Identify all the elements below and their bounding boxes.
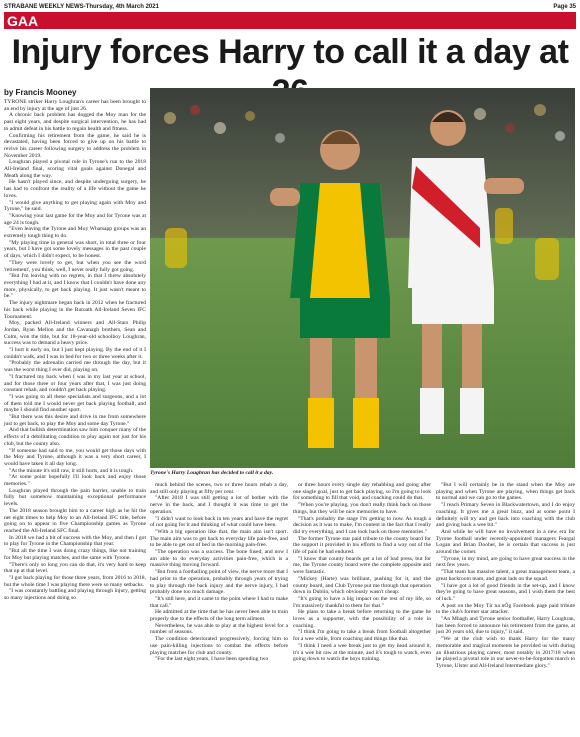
paragraph: And that bullish determination saw him conquer many of the effects of a debilitating condition to play again not just for his club, but the county also.: [4, 427, 146, 447]
page-number: Page 35: [553, 4, 576, 10]
paragraph: "For the last eight years, I have been spending two: [155, 656, 269, 663]
paragraph: Confirming his retirement from the game, he said he is devastated, having been forced to give up on his battle to revive his career following surgery to address the problem in November 2019.: [4, 132, 146, 159]
paragraph: A post on the Moy Tír na nÓg Facebook page paid tribute to the club's former star attacker.: [436, 602, 575, 616]
paragraph: Moy, packed All-Ireland winners and All-Stars Philip Jordan, Ryan Mellon and the Cavanagh brothers, Sean and Colm, won the title, but for 18-year-old schoolboy Loughran, success was to demand a heavy price.: [4, 320, 146, 347]
paragraph: The condition deteriorated progressively, forcing him to use pain-killing injections to combat the effects before playing matches for club and county.: [150, 636, 288, 656]
paragraph: "The operation was a success. The bone fused, and now I am able to do everyday activities pain-free, which is a massive thing moving forward.: [150, 549, 288, 569]
paragraph: "At the minute it's still raw, it still hurts, and it is tough.: [9, 467, 134, 474]
paragraph: Nevertheless, he was able to play at the highest level for a number of seasons.: [150, 622, 288, 636]
paragraph: The 2018 season brought him to a career high as he hit the net eight times to help Moy to an All-Ireland IFC title, before going on to appear in five Championship games as Tyrone reached the All-Ireland SFC final.: [4, 507, 146, 534]
paragraph: "Knowing your last game for the Moy and for Tyrone was at age 24 is tough.: [4, 212, 146, 226]
paragraph: "When you're playing, you don't really think back on those things, but they will be nice memories to have.: [293, 502, 431, 515]
paragraph: "But from a footballing point of view, the nerve more that I had prior to the operation, probably through years of trying to play through the back injury and the nerve injury, I had probably done too much damage.: [150, 569, 288, 596]
paragraph: "I have got a lot of good friends in the set-up, and I know they're going to have great seasons, and I wish them the best of luck.": [436, 582, 575, 602]
paragraph: He plans to take a break before returning to the game he loves as a supporter, with the possibility of a role in coaching.: [293, 609, 431, 629]
match-photo: [150, 88, 575, 468]
paragraph: He hasn't played since, and despite undergoing surgery, he has had to confront the reality of a life without the game he loves.: [4, 179, 146, 199]
paragraph: The former Tyrone star paid tribute to the county board for the support it provided in his efforts to find a way out of the life of pain he had endured.: [293, 535, 431, 556]
page-header: [4, 2, 576, 12]
paragraph: "That team has massive talent, a great management team, a great backroom team, and great lads on the squad.: [436, 569, 575, 582]
paragraph: "I reach Primary Seven in Blackwatertown, and I do enjoy coaching. It gives me a great buzz, and at some point I definitely will try and get back into coaching with the club and giving back a wee bit.": [436, 502, 575, 529]
paragraph: "They were lovely to get, but when you see the word 'retirement', you think, well, I never really fully got going.: [4, 259, 146, 273]
paragraph: "I think I need a wee break just to get my head around it, it's a wee bit raw at the minute, and it's tough to watch, even going down to watch the boys training.: [293, 642, 431, 663]
paragraph: "With a big operation like that, the main aim isn't sport. The main aim was to get back to everyday life pain-free, and to be able to get out of bed in the morning pain-free.: [150, 528, 288, 549]
paragraph: "I hurt it early on, but I just kept playing. By the end of it I couldn't walk, and I was in bed for two or three weeks after it.: [4, 347, 146, 360]
paragraph: "But I will certainly be in the stand when the Moy are playing and when Tyrone are playing, when things get back to normal and we can go to the games.: [436, 482, 575, 502]
paragraph: In 2018 we had a bit of success with the Moy, and then I got to play for Tyrone in the Championship that year.: [4, 534, 146, 548]
paragraph: A chronic back problem has dogged the Moy man for the past eight years, and despite surgical intervention, he has had to admit defeat in his battle to regain health and fitness.: [4, 112, 146, 132]
photo-caption: Tyrone's Harry Loughran has decided to call it a day.: [150, 470, 274, 476]
paragraph: "I was constantly battling and playing through injury, getting so many injections and doing so: [4, 588, 146, 602]
paragraph: much behind the scenes, two or three hours rehab a day, and still only playing at fifty per cent.: [150, 482, 288, 495]
paragraph: "It's going to have a big impact on the rest of my life, so I'm massively thankful to them for that.": [293, 595, 431, 609]
paragraph: Loughran played through the pain barrier, unable to train fully but somehow maintaining exceptional performance levels.: [4, 487, 146, 508]
match-photo-illustration: [150, 88, 575, 468]
paragraph: "Even leaving the Tyrone and Moy Whatsapp groups was an extremely tough thing to do.: [4, 226, 146, 240]
paragraph: "An Mhagh and Tyrone senior footballer, Harry Loughran, has been forced to announce his retirement from the game, at just 26 years old, due to injury," it said.: [436, 616, 575, 636]
paragraph: or three hours every single day rehabbing and going after one single goal, just to get back playing, so I'm going to look for something to fill that void, and coaching could do that.: [293, 482, 431, 502]
paper-date-line: STRABANE WEEKLY NEWS-Thursday, 4th March 2021: [4, 4, 159, 10]
headline: Injury forces Harry to call it a day at: [11, 33, 569, 71]
paragraph: "That's probably the stage I'm getting to now. As tough a decision as it was to make, I'm content in the fact that I really did try everything, and I can look back on those memories.": [293, 515, 431, 535]
paragraph: "At some point hopefully I'll look back and enjoy those memories.": [4, 474, 146, 488]
paragraph: The injury nightmare began back in 2012 when he fractured his back while playing in the Rutoath All-Ireland Seven IFC Tournament.: [4, 300, 146, 320]
article-column-1: [4, 88, 146, 733]
paragraph: "It's still here, and it came to the point where I had to make that call.": [150, 595, 288, 609]
paragraph: "I would give anything to get playing again with Moy and Tyrone," he said.: [4, 199, 146, 213]
paragraph: "I was going to all these specialists and surgeons, and a lot of them told me I would never get back playing football, and maybe I should find another sport.: [4, 393, 146, 414]
paragraph: "But there was this desire and drive in me from somewhere just to get back, to play the Moy and some day Tyrone.": [4, 414, 146, 427]
paragraph: "I fractured my back when I was in my last year at school, and for those three or four years after that, I was just doing constant rehab, and couldn't get back playing.: [4, 373, 146, 394]
paragraph: "I didn't want to look back in ten years and have the regret of not going for it and thinking of what could have been.: [150, 515, 288, 529]
paragraph: "I think I'm going to take a break from football altogether for a wee while, from coaching and things like that.: [293, 629, 431, 643]
paragraph: "If someone had said to me, you would get those days with the Moy and Tyrone, although it was a very short career, I would have taken it all day long.: [4, 447, 146, 467]
section-label: GAA: [7, 13, 39, 29]
paragraph: "Probably the adrenalin carried me through the day, but it was the worst thing I ever did, playing on.: [4, 360, 146, 374]
article-column-3: [293, 482, 431, 732]
paragraph: And while he will have no involvement in a new era for Tyrone football under recently-appointed managers Feargal Logan and Brian Dooher, he is certain that success is just around the corner.: [436, 528, 575, 556]
paragraph: TYRONE striker Harry Loughran's career has been brought to an end by injury at the age of just 26.: [4, 99, 146, 112]
paragraph: "I know that county boards get a lot of bad press, but for me, the Tyrone county board were the complete opposite and were fantastic.: [293, 555, 431, 576]
paragraph: "We at the club wish to thank Harry for the many memorable and magical moments he provided us with during an illustrious playing career, most notably in 2017/18 when he played a pivotal role in our never-to-be-forgotten march to Tyrone, Ulster and All-Ireland Intermediate glory.": [436, 636, 575, 669]
paragraph: He admitted at the time that he has never been able to train properly due to the effects of the long term ailment.: [150, 609, 288, 623]
paragraph: "I got back playing for those three years, from 2016 to 2018, but the whole time I was playing there were so many setbacks.: [4, 574, 146, 588]
byline: by Francis Mooney: [4, 88, 77, 97]
paragraph: Loughran played a pivotal role in Tyrone's run to the 2018 All-Ireland final, scoring vital goals against Donegal and Meath along the way.: [4, 159, 146, 179]
article-column-4: [436, 482, 575, 732]
section-banner: [4, 13, 576, 29]
paragraph: "But I'm leaving with no regrets, in that I threw absolutely everything I had at it, and I know that I couldn't have done any more, physically, to get back playing. It just wasn't meant to be.": [4, 273, 146, 300]
paragraph: "Tyrone, in my mind, are going to have great success in the next few years.: [436, 555, 575, 569]
paragraph: "But all the time I was doing crazy things, like not training for Moy but playing matches, and the same with Tyrone.: [4, 548, 146, 561]
article-column-2: [150, 482, 288, 732]
paragraph: "Mickey (Harte) was brilliant, pushing for it, and the county board, and Club Tyrone put me through that operation down in Dublin, which obviously wasn't cheap.: [293, 575, 431, 596]
paragraph: "After 2018 I was still getting a lot of bother with the nerve in the back, and I thought it was time to get the operation.: [150, 495, 288, 515]
paragraph: "My playing time in general was short, in total three or four years, but I have got some lovely messages in the past couple of days, which I didn't expect, to be honest.: [4, 239, 146, 260]
paragraph: "There's only so long you can do that, it's very hard to keep that up at that level.: [4, 561, 146, 575]
